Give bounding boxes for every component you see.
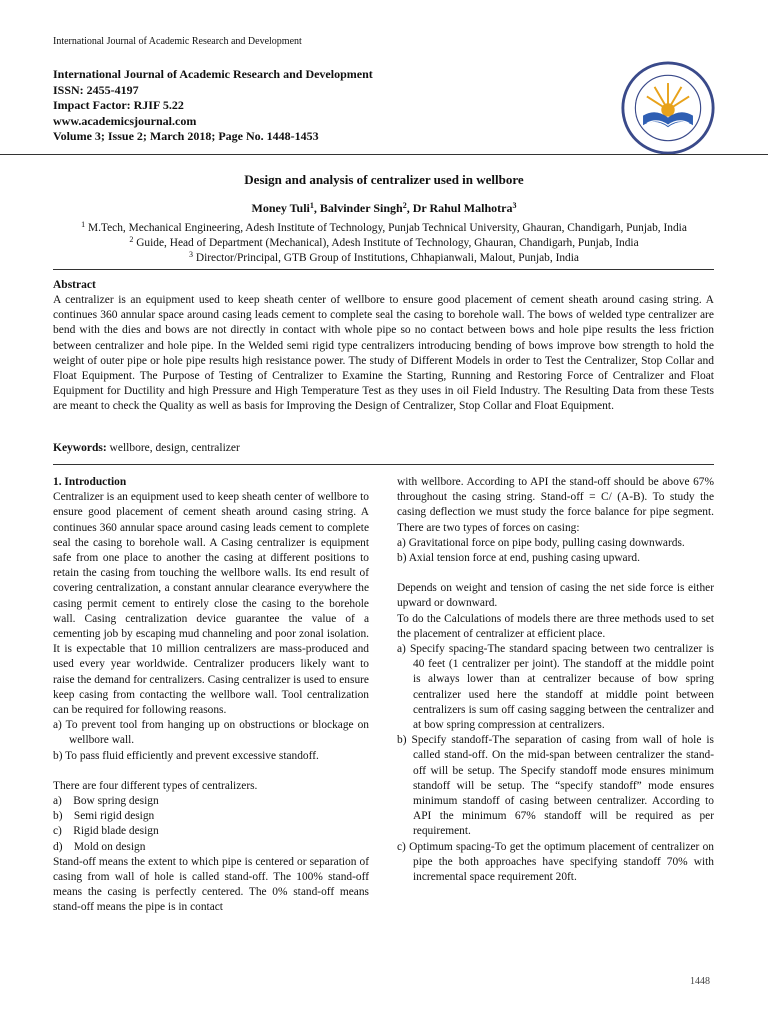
section-heading: 1. Introduction xyxy=(53,476,127,488)
paper-title: Design and analysis of centralizer used in wellbore xyxy=(244,172,524,187)
journal-logo xyxy=(620,60,716,156)
affiliation-1: $^1$ M.Tech, Mechanical Engineering, Adesh Institute of Technology, Punjab Technical University, Ghauran, Chandigarh, Punjab, India xyxy=(81,220,687,234)
list-item: b) To pass fluid efficiently and prevent excessive standoff. xyxy=(53,749,319,762)
page-number: 1448 xyxy=(690,976,710,987)
list-item: a) To prevent tool from hanging up on obstructions or blockage on wellbore wall. xyxy=(53,719,369,747)
intro-paragraph: Centralizer is an equipment used to keep sheath center of wellbore to ensure good placement of cement sheath around casing string. A continues 360 annular space around casing leads cement to complete seal the casing to borehole wall. A Casing centralizer is equipment safe from one place to another the casing at different positions to retain the casing from touching the wellbore walls. Its end result of covering centralization, a constant annular clearance everywhere the casing permit cement to entirely close the casing to the borehole wall. Casing centralization device guarantee the value of a cementing job by escaping mud channeling and poor zonal isolation. It is expectable that 10 million centralizers are mass-produced and used every year worldwide. Centralizer producers likely want to raise the demand for centralizers. Casing centralizer is used to ensure keep casing from contacting the wellbore wall. Tool centralization can be required for following reasons. xyxy=(53,491,369,717)
types-intro: There are four different types of centralizers. xyxy=(53,779,258,792)
left-column xyxy=(53,475,369,916)
list-item: b) Specify standoff-The separation of casing from wall of hole is called stand-off. On the mid-span between centralizer the stand-off will be setup. The Specify standoff mode ensures minimum standoff will be setup. The “specify standoff” mode ensures minimum standoff of casing between centralizer. According to API the minimum 67% standoff will be required as per requirement. xyxy=(397,734,714,838)
list-item: a) Specify spacing-The standard spacing between two centralizer is 40 feet (1 centralizer per joint). The standoff at the middle point is always lower than at centralizer because of bow spring centralizer used here the standoff at middle point between centralizers is sum off casing sagging between the centralizer and at bow spring compression at centralizers. xyxy=(397,643,714,732)
running-header: International Journal of Academic Research and Development xyxy=(53,36,302,47)
methods-intro: To do the Calculations of models there are three methods used to set the placement of centralizer at efficient place. xyxy=(397,612,714,640)
abstract-rule xyxy=(53,269,714,270)
body-rule xyxy=(53,464,714,465)
list-item: b) Axial tension force at end, pushing casing upward. xyxy=(397,552,640,565)
list-item: c) Optimum spacing-To get the optimum placement of centralizer on pipe the both approaches have specifying standoff 70% with incremental space requirement 20ft. xyxy=(397,840,714,884)
journal-impact-factor: Impact Factor: RJIF 5.22 xyxy=(53,98,184,112)
journal-volume: Volume 3; Issue 2; March 2018; Page No. 1448-1453 xyxy=(53,129,319,143)
standoff-paragraph: Stand-off means the extent to which pipe is centered or separation of casing from wall of hole is called stand-off. The 100% stand-off means the casing is perfectly centered. The 0% stand-off means stand-off means the pipe is in contact xyxy=(53,855,369,914)
keywords: Keywords: wellbore, design, centralizer xyxy=(53,442,240,454)
list-item: c) Rigid blade design xyxy=(53,825,159,838)
net-force-paragraph: Depends on weight and tension of casing the net side force is either upward or downward. xyxy=(397,582,714,610)
paper-authors: Money Tuli$^1$, Balvinder Singh$^2$, Dr Rahul Malhotra$^3$ xyxy=(251,201,517,215)
abstract-text: A centralizer is an equipment used to keep sheath center of wellbore to ensure good placement of cement sheath around casing string. A continues 360 annular space around casing leads cement to complete seal the casing to borehole wall. The bows of welded type centralizer are bend with the dies and bows are not directly in contact with whole pipe so no contact between bows and hole pipe results the less friction between centralizer and hole pipe. In the Welded semi rigid type centralizers introducing bending of bows improve bow strength to hold the weight of outer pipe or hole pipe results high resistance power. The study of Different Models in order to Test the Centralizer, Stop Collar and Float Equipment. The Purpose of Testing of Centralizer to Examine the Starting, Running and Restoring Force of Centralizer and Float Equipment for Ductility and high Pressure and High Temperature Test as they uses in oil Field Industry. The Resulting Data from these Tests are meant to check the Quality as well as basis for Improving the Design of Centralizer, Stop Collar and Float Equipment. xyxy=(53,294,714,413)
list-item: d) Mold on design xyxy=(53,840,146,853)
journal-issn: ISSN: 2455-4197 xyxy=(53,82,139,97)
list-item: a) Bow spring design xyxy=(53,795,159,808)
journal-website: www.academicsjournal.com xyxy=(53,113,197,128)
abstract-heading: Abstract xyxy=(53,279,96,291)
list-item: a) Gravitational force on pipe body, pulling casing downwards. xyxy=(397,536,685,549)
journal-name: International Journal of Academic Research and Development xyxy=(53,67,373,81)
list-item: b) Semi rigid design xyxy=(53,810,155,823)
affiliation-3: $^3$ Director/Principal, GTB Group of Institutions, Chhapianwali, Malout, Punjab, India xyxy=(189,250,579,264)
api-paragraph: with wellbore. According to API the stand-off should be above 67% throughout the casing string. Stand-off = C/ (A-B). To study the casing deflection we must study the force balance for pipe segment. There are two types of forces on casing: xyxy=(397,476,714,534)
journal-info xyxy=(53,67,373,145)
right-column xyxy=(397,475,714,885)
header-rule xyxy=(0,154,768,155)
affiliation-2: $^2$ Guide, Head of Department (Mechanical), Adesh Institute of Technology, Ghauran, Chandigarh, Punjab, India xyxy=(129,235,639,249)
